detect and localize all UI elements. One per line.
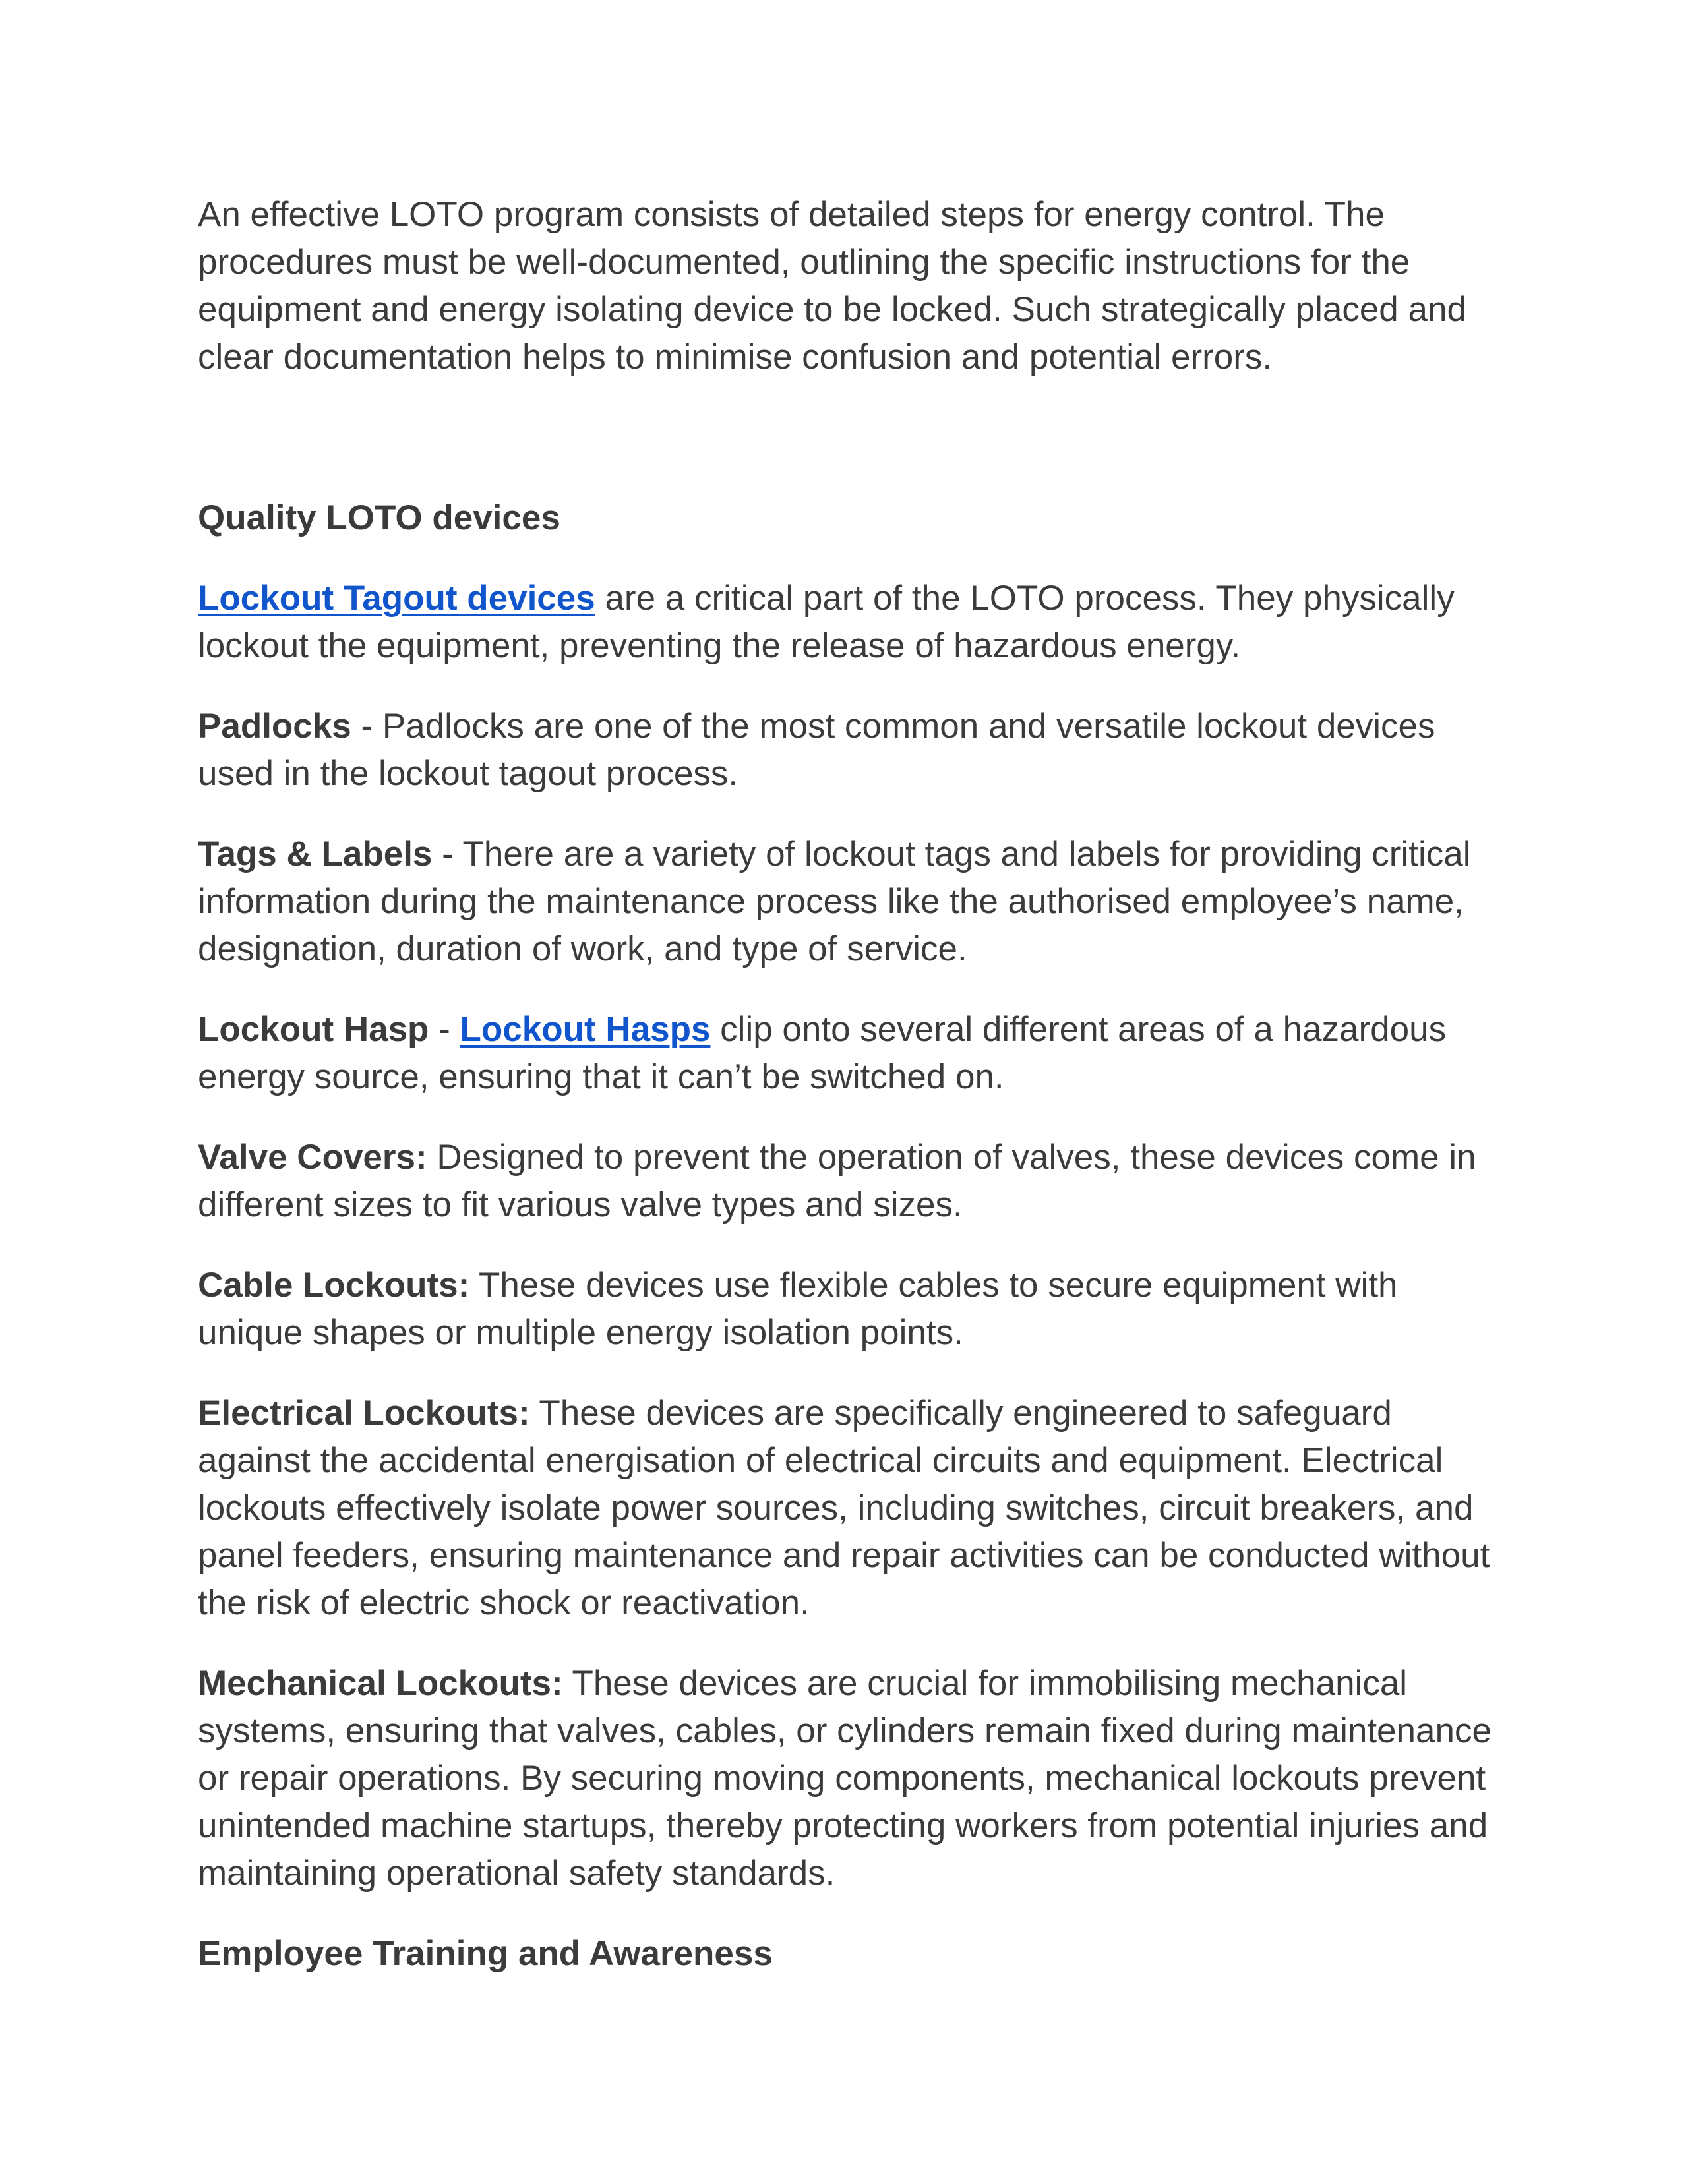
devices-intro-paragraph: [198, 575, 1503, 670]
lockout-hasp-paragraph: [198, 1006, 1503, 1101]
lockout-hasp-term: Lockout Hasp: [198, 1010, 429, 1049]
valve-covers-term: Valve Covers:: [198, 1138, 427, 1177]
heading-employee-training: Employee Training and Awareness: [198, 1934, 773, 1973]
lockout-hasp-separator: -: [429, 1010, 460, 1049]
electrical-lockouts-term: Electrical Lockouts:: [198, 1394, 530, 1432]
tags-labels-term: Tags & Labels: [198, 835, 433, 873]
padlocks-paragraph: [198, 703, 1503, 798]
heading-quality-loto-devices: Quality LOTO devices: [198, 498, 560, 537]
tags-labels-paragraph: [198, 831, 1503, 973]
electrical-lockouts-text: These devices are specifically engineered to safeguard against the accidental energisation of electrical circuits and equipment. Electrical lockouts effectively isolate power sources, including switches, circuit breakers, and panel feeders, ensuring maintenance and repair activities can be conducted without the risk of electric shock or reactivation.: [198, 1394, 1490, 1622]
devices-intro-text: are a critical part of the LOTO process. They physically lockout the equipment, preventing the release of hazardous energy.: [198, 579, 1455, 665]
cable-lockouts-term: Cable Lockouts:: [198, 1266, 470, 1305]
lockout-hasps-link[interactable]: Lockout Hasps: [460, 1010, 711, 1049]
valve-covers-paragraph: [198, 1134, 1503, 1229]
intro-paragraph: An effective LOTO program consists of detailed steps for energy control. The procedures must be well-documented, outlining the specific instructions for the equipment and energy isolating device to be locked. Such strategically placed and clear documentation helps to minimise confusion and potential errors.: [198, 195, 1466, 376]
mechanical-lockouts-paragraph: [198, 1660, 1503, 1897]
mechanical-lockouts-term: Mechanical Lockouts:: [198, 1664, 563, 1703]
cable-lockouts-paragraph: [198, 1262, 1503, 1357]
electrical-lockouts-paragraph: [198, 1390, 1503, 1627]
cable-lockouts-text: These devices use flexible cables to secure equipment with unique shapes or multiple energy isolation points.: [198, 1266, 1398, 1352]
lockout-hasp-text: clip onto several different areas of a hazardous energy source, ensuring that it can’t be switched on.: [198, 1010, 1447, 1096]
mechanical-lockouts-text: These devices are crucial for immobilising mechanical systems, ensuring that valves, cables, or cylinders remain fixed during maintenance or repair operations. By securing moving components, mechanical lockouts prevent unintended machine startups, thereby protecting workers from potential injuries and maintaining operational safety standards.: [198, 1664, 1492, 1893]
padlocks-text: - Padlocks are one of the most common and versatile lockout devices used in the lockout tagout process.: [198, 707, 1435, 793]
padlocks-term: Padlocks: [198, 707, 351, 746]
document-page: [198, 191, 1503, 2011]
valve-covers-text: Designed to prevent the operation of valves, these devices come in different sizes to fit various valve types and sizes.: [198, 1138, 1476, 1224]
lockout-tagout-devices-link[interactable]: Lockout Tagout devices: [198, 579, 595, 618]
tags-labels-text: - There are a variety of lockout tags and labels for providing critical information during the maintenance process like the authorised employee’s name, designation, duration of work, and type of service.: [198, 835, 1471, 968]
